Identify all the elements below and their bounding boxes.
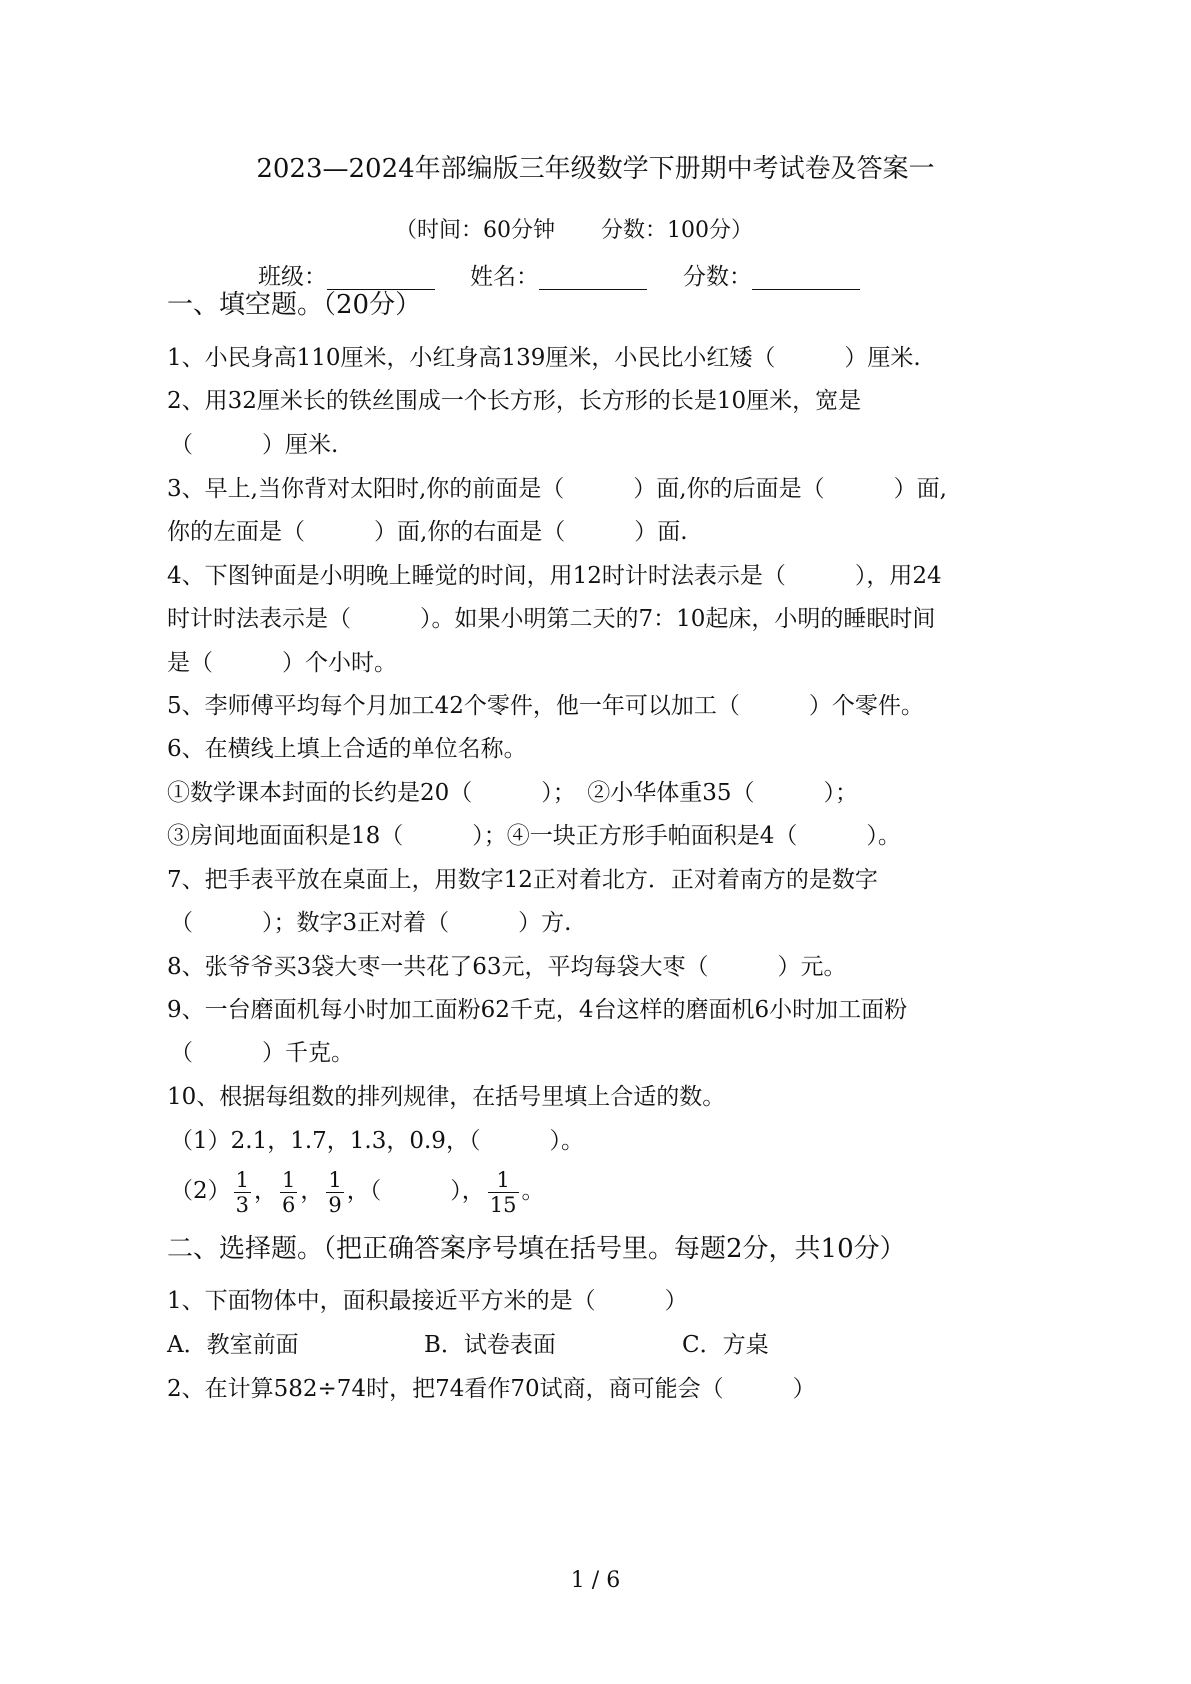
question-1-2-cont: （ ）厘米. (170, 432, 339, 458)
question-1-9: 9、一台磨面机每小时加工面粉62千克，4台这样的磨面机6小时加工面粉 (167, 997, 908, 1023)
question-1-4: 4、下图钟面是小明晚上睡觉的时间，用12时计时法表示是（ ），用24 (167, 563, 942, 589)
question-1-6-b: ③房间地面面积是18（ ）；④一块正方形手帕面积是4（ ）。 (167, 823, 901, 849)
question-1-4-cont: 时计时法表示是（ ）。如果小明第二天的7：10起床，小明的睡眠时间 (167, 606, 936, 632)
question-1-6: 6、在横线上填上合适的单位名称。 (167, 736, 527, 762)
name-label: 姓名： (470, 264, 539, 290)
question-1-5: 5、李师傅平均每个月加工42个零件，他一年可以加工（ ）个零件。 (167, 693, 924, 719)
section1-heading: 一、填空题。（20分） (167, 290, 422, 320)
q10b-prefix: （2） (170, 1178, 231, 1204)
question-1-10-a: （1）2.1，1.7，1.3，0.9，（ ）。 (170, 1128, 584, 1154)
fraction-1-9: $\frac{1}{9}$ (328, 1167, 342, 1217)
question-2-2: 2、在计算582÷74时，把74看作70试商，商可能会（ ） (167, 1376, 816, 1402)
question-1-3: 3、早上,当你背对太阳时,你的前面是（ ）面,你的后面是（ ）面, (167, 476, 947, 502)
question-1-3-cont: 你的左面是（ ）面,你的右面是（ ）面. (167, 519, 688, 545)
question-1-7: 7、把手表平放在桌面上，用数字12正对着北方．正对着南方的是数字 (167, 867, 878, 893)
option-c: C．方桌 (682, 1332, 769, 1358)
question-1-6-a: ①数学课本封面的长约是20（ ）； ②小华体重35（ ）； (167, 780, 859, 806)
answer-blank: （ ） (369, 1178, 462, 1204)
question-1-7-cont: （ ）；数字3正对着（ ）方. (170, 910, 572, 936)
question-1-2: 2、用32厘米长的铁丝围成一个长方形，长方形的长是10厘米，宽是 (167, 388, 862, 414)
fraction-1-15: $\frac{1}{15}$ (489, 1167, 517, 1217)
score-field (683, 262, 860, 292)
score-blank[interactable] (752, 265, 860, 290)
score-label: 分数： (683, 264, 752, 290)
option-b: B．试卷表面 (424, 1332, 556, 1358)
option-a: A．教室前面 (167, 1332, 299, 1358)
question-1-8: 8、张爷爷买3袋大枣一共花了63元，平均每袋大枣（ ）元。 (167, 954, 847, 980)
exam-total-score: 分数：100分） (601, 218, 753, 243)
question-1-10: 10、根据每组数的排列规律，在括号里填上合适的数。 (167, 1084, 726, 1110)
question-1-10-b: （2） $\frac{1}{3}$ ， $\frac{1}{6}$ ， $\frac{1}{9}$ ，（ ）， $\frac{1}{15}$ 。 (170, 1167, 545, 1217)
page-number: 1 / 6 (570, 1568, 621, 1593)
name-field (470, 262, 647, 292)
exam-time-score (395, 216, 753, 246)
exam-time: （时间：60分钟 (395, 218, 555, 243)
class-label: 班级： (258, 264, 327, 290)
question-1-4-cont2: 是（ ）个小时。 (167, 650, 397, 676)
section2-heading: 二、选择题。（把正确答案序号填在括号里。每题2分，共10分） (167, 1234, 906, 1264)
name-blank[interactable] (539, 265, 647, 290)
question-1-1: 1、小民身高110厘米，小红身高139厘米，小民比小红矮（ ）厘米. (167, 345, 921, 371)
fraction-1-3: $\frac{1}{3}$ (235, 1167, 250, 1217)
class-blank[interactable] (327, 265, 435, 290)
fraction-1-6: $\frac{1}{6}$ (282, 1167, 296, 1217)
exam-title: 2023—2024年部编版三年级数学下册期中考试卷及答案一 (256, 154, 935, 184)
question-2-1: 1、下面物体中，面积最接近平方米的是（ ） (167, 1288, 688, 1314)
question-1-9-cont: （ ）千克。 (170, 1040, 354, 1066)
